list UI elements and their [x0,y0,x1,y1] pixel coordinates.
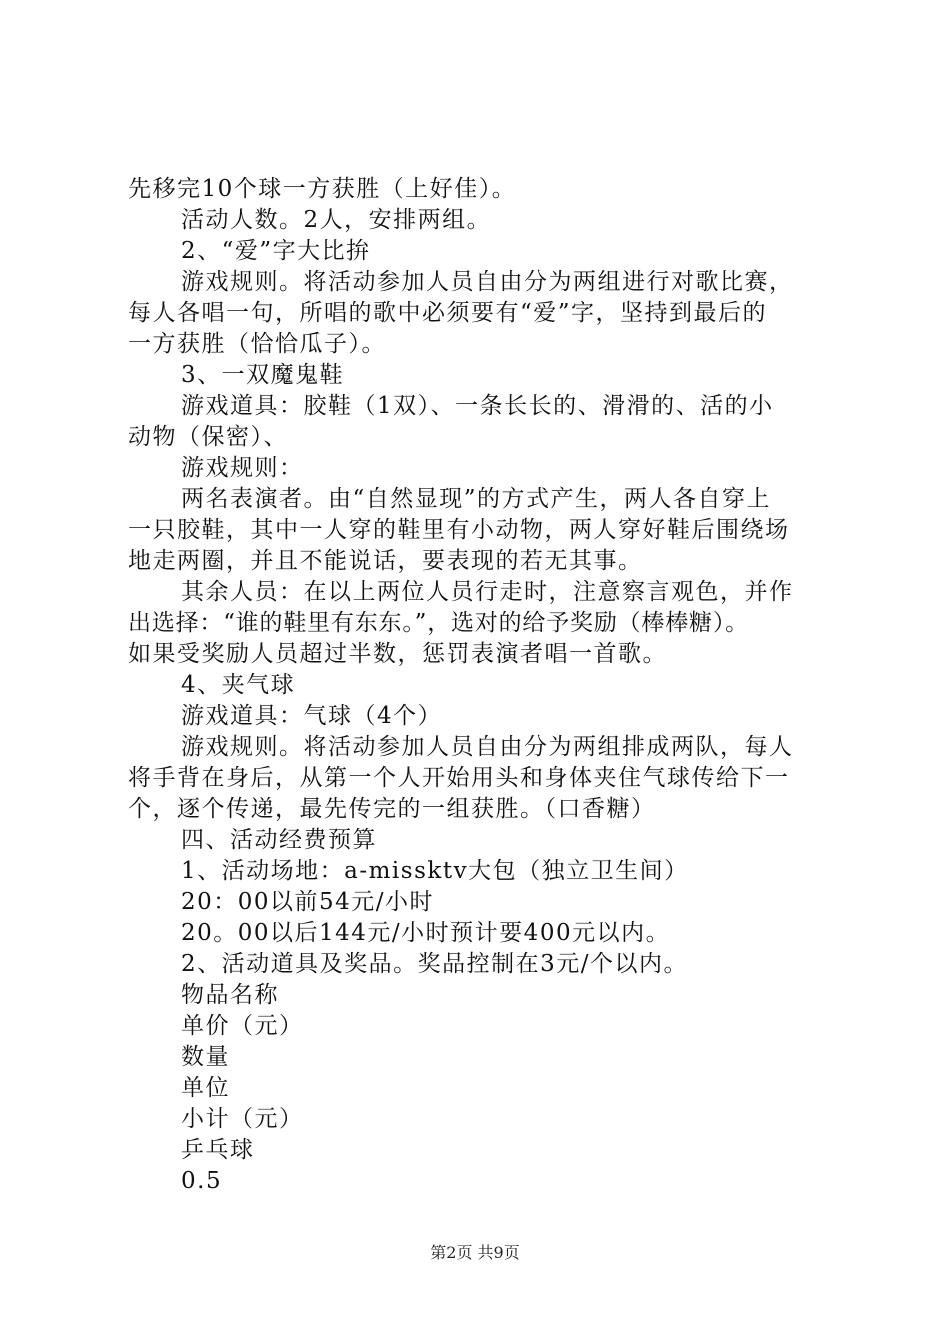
text-line: 出选择：“谁的鞋里有东东。”，选对的给予奖励（棒棒糖）。 [128,610,749,636]
text-line: 游戏规则。将活动参加人员自由分为两组进行对歌比赛， [181,269,794,295]
text-line: 2、活动道具及奖品。奖品控制在3元/个以内。 [181,951,689,977]
text-line: 游戏规则： [181,455,304,481]
text-line: 一方获胜（恰恰瓜子）。 [128,331,386,357]
table-header-unit-price: 单价（元） [181,1013,304,1039]
text-line: 游戏道具：气球（4个） [181,703,443,729]
section-heading: 四、活动经费预算 [181,827,377,853]
text-line: 每人各唱一句，所唱的歌中必须要有“爱”字，坚持到最后的 [128,300,768,326]
text-line: 如果受奖励人员超过半数，惩罚表演者唱一首歌。 [128,641,667,667]
text-line: 先移完10个球一方获胜（上好佳）。 [128,176,517,202]
section-heading: 2、“爱”字大比拚 [181,238,371,264]
text-line: 地走两圈，并且不能说话，要表现的若无其事。 [128,548,643,574]
table-header-unit: 单位 [181,1075,230,1101]
section-heading: 3、一双魔鬼鞋 [181,362,345,388]
section-heading: 4、夹气球 [181,672,296,698]
text-line: 20：00以前54元/小时 [181,889,435,915]
table-cell-price: 0.5 [181,1168,223,1194]
text-line: 20。00以后144元/小时预计要400元以内。 [181,920,671,946]
table-header-subtotal: 小计（元） [181,1106,304,1132]
text-line: 活动人数。2人，安排两组。 [181,207,492,233]
page-number: 第2页 共9页 [430,1243,520,1262]
table-header-quantity: 数量 [181,1044,230,1070]
text-line: 其余人员：在以上两位人员行走时，注意察言观色，并作 [181,579,794,605]
text-line: 1、活动场地：a-missktv大包（独立卫生间） [181,858,689,884]
table-header-item-name: 物品名称 [181,982,279,1008]
text-line: 个，逐个传递，最先传完的一组获胜。（口香糖） [128,796,656,822]
text-line: 游戏规则。将活动参加人员自由分为两组排成两队，每人 [181,734,794,760]
text-line: 将手背在身后，从第一个人开始用头和身体夹住气球传给下一 [128,765,790,791]
table-cell-item: 乒乓球 [181,1137,255,1163]
text-line: 游戏道具：胶鞋（1双）、一条长长的、滑滑的、活的小 [181,393,774,419]
text-line: 两名表演者。由“自然显现”的方式产生，两人各自穿上 [181,486,772,512]
text-line: 动物（保密）、 [128,424,288,450]
text-line: 一只胶鞋，其中一人穿的鞋里有小动物，两人穿好鞋后围绕场 [128,517,790,543]
